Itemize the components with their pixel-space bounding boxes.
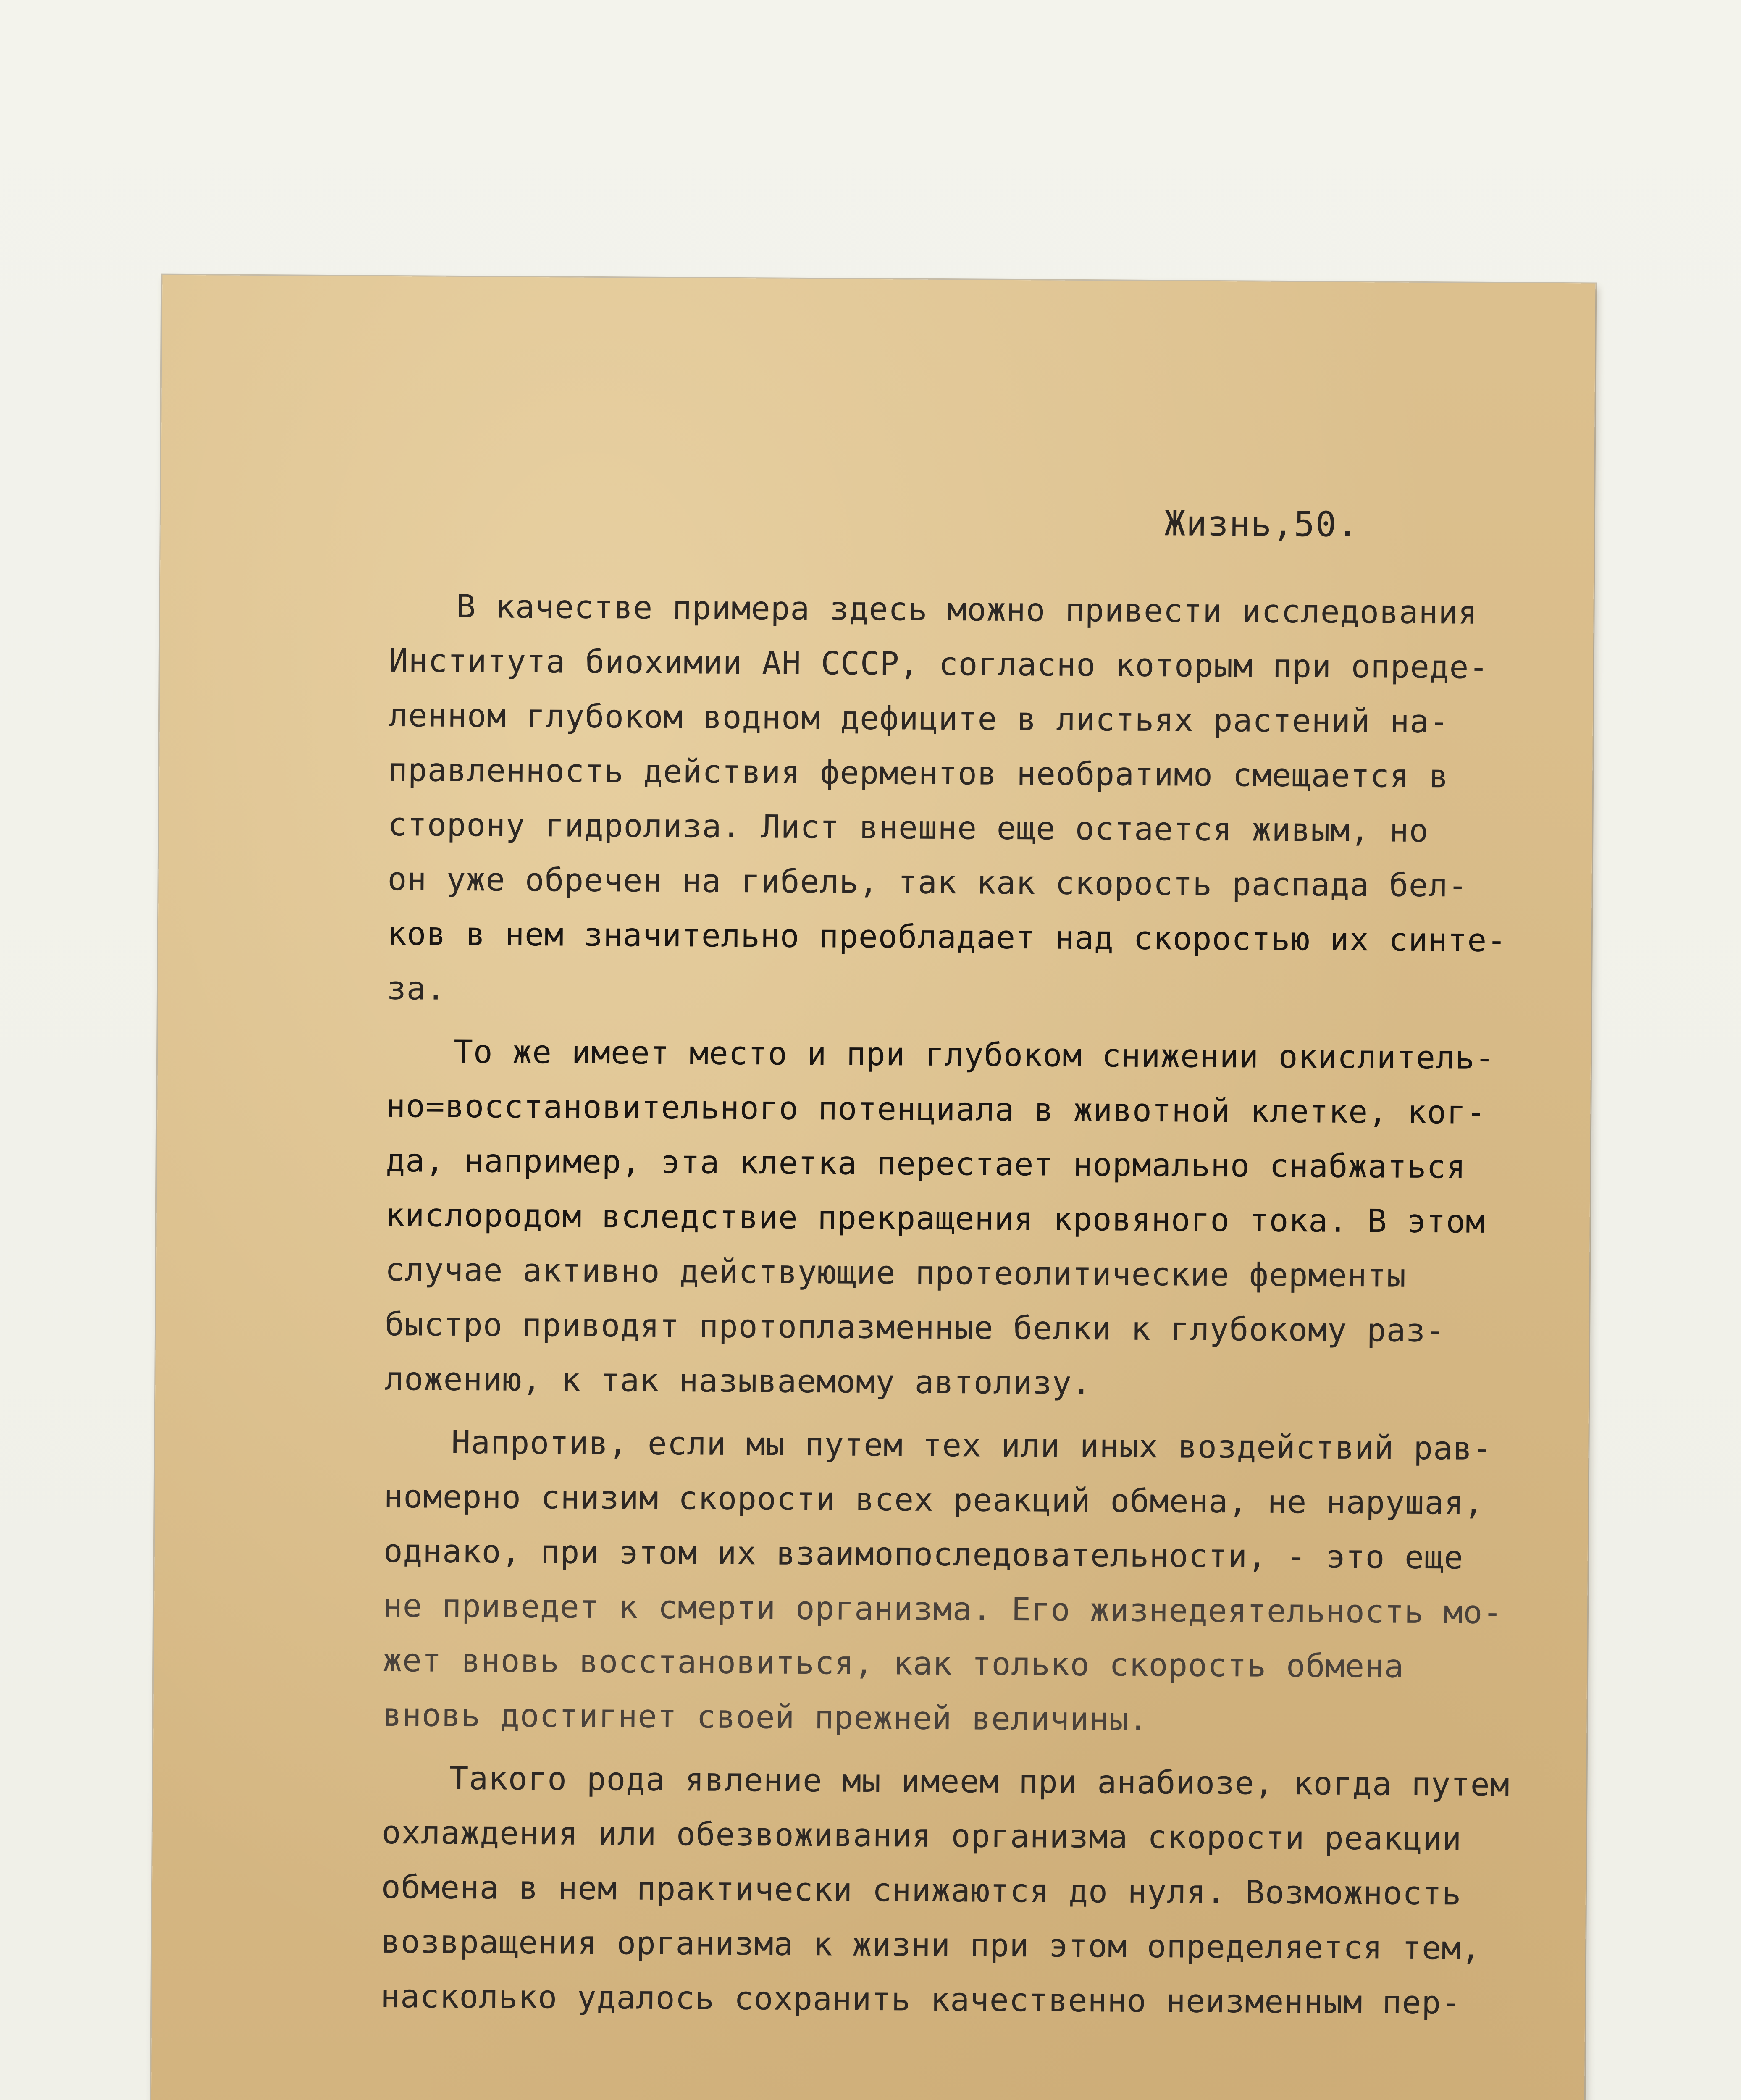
text-line: да, например, эта клетка перестает нормально снабжаться — [386, 1141, 1466, 1186]
text-line: обмена в нем практически снижаются до нуля. Возможность — [381, 1868, 1462, 1912]
text-line: ложению, к так называемому автолизу. — [384, 1360, 1092, 1402]
text-line: быстро приводят протоплазменные белки к глубокому раз- — [384, 1305, 1446, 1349]
text-line: номерно снизим скорости всех реакций обмена, не нарушая, — [383, 1477, 1484, 1522]
text-line: Напротив, если мы путем тех или иных воздействий рав- — [451, 1423, 1492, 1467]
text-line: правленность действия ферментов необратимо смещается в — [388, 751, 1449, 795]
text-line: но=восстановительного потенциала в животной клетке, ког- — [386, 1087, 1486, 1131]
page-body — [381, 579, 1510, 2030]
paragraph-1 — [386, 579, 1507, 1022]
text-line: сторону гидролиза. Лист внешне еще остается живым, но — [388, 805, 1429, 850]
text-line: Института биохимии АН СССР, согласно которым при опреде- — [389, 641, 1489, 686]
text-line: охлаждения или обезвоживания организма скорости реакции — [381, 1813, 1462, 1858]
text-line: ленном глубоком водном дефиците в листьях растений на- — [388, 696, 1450, 740]
typewritten-page — [150, 275, 1596, 2100]
text-line: ков в нем значительно преобладает над скоростью их синте- — [387, 914, 1507, 959]
paragraph-4 — [381, 1751, 1510, 2030]
paragraph-3 — [382, 1415, 1503, 1748]
page-header: Жизнь,50. — [1164, 504, 1359, 545]
text-line: он уже обречен на гибель, так как скорость распада бел- — [387, 860, 1468, 904]
text-line: В качестве примера здесь можно привести исследования — [456, 587, 1478, 631]
text-line: кислородом вследствие прекращения кровяного тока. В этом — [385, 1196, 1486, 1240]
text-line: не приведет к смерти организма. Его жизнедеятельность мо- — [383, 1586, 1503, 1631]
paragraph-2 — [384, 1024, 1495, 1412]
text-line: жет вновь восстановиться, как только скорость обмена — [382, 1641, 1404, 1685]
text-line: насколько удалось сохранить качественно неизменным пер- — [381, 1977, 1461, 2021]
text-line: случае активно действующие протеолитические ферменты — [385, 1250, 1407, 1294]
text-line: однако, при этом их взаимопоследовательности, - это еще — [383, 1532, 1464, 1576]
text-line: возвращения организма к жизни при этом определяется тем, — [381, 1922, 1481, 1967]
text-line: Такого рода явление мы имеем при анабиозе, когда путем — [449, 1759, 1510, 1803]
text-line: То же имеет место и при глубоком снижении окислитель- — [453, 1032, 1495, 1077]
text-line: за. — [386, 969, 446, 1007]
text-line: вновь достигнет своей прежней величины. — [382, 1696, 1149, 1738]
